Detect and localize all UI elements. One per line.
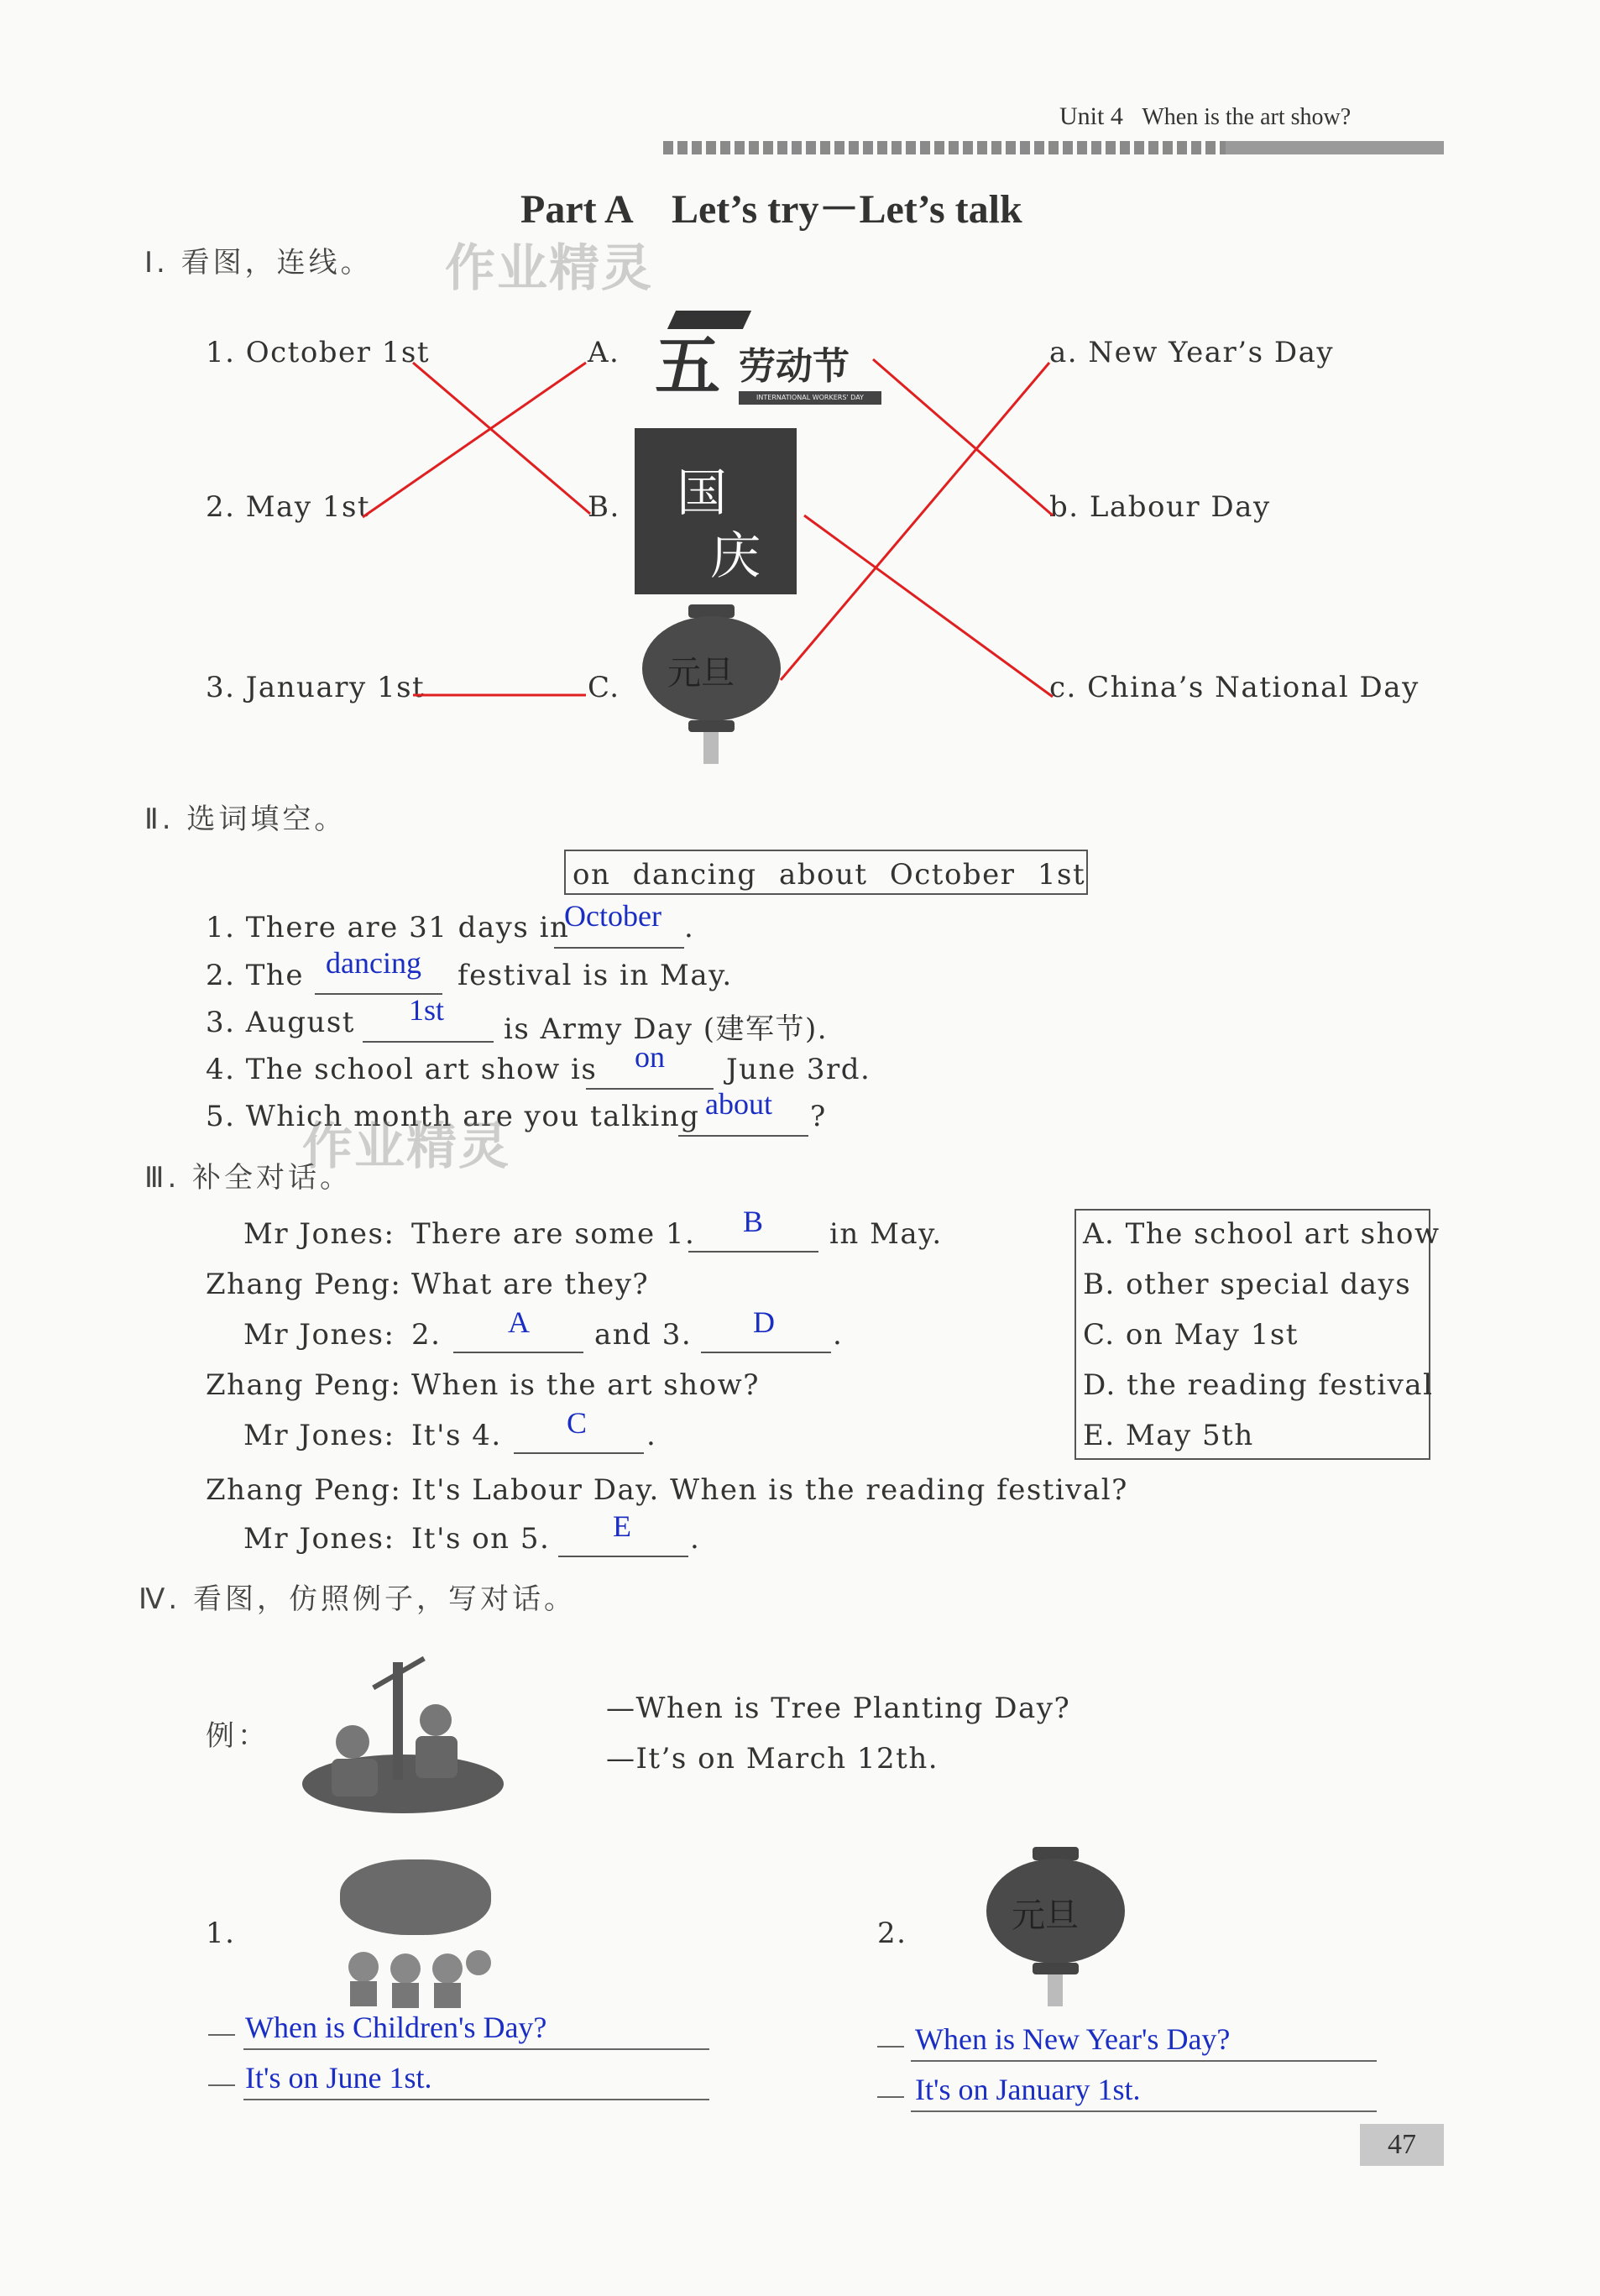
s2-item-1-answer: October <box>564 899 661 933</box>
unit-title: When is the art show? <box>1142 104 1352 130</box>
s2-item-4-answer: on <box>635 1040 665 1074</box>
watermark-2: 作业精灵 <box>302 1117 510 1176</box>
s2-item-5-pre: 5. Which month are you talking <box>206 1100 700 1133</box>
s3-speaker-7: Mr Jones: <box>243 1522 395 1556</box>
s3-line-7-pre: It's on 5. <box>411 1522 551 1556</box>
word-bank-box <box>564 850 1088 895</box>
option-c: C. on May 1st <box>1083 1318 1299 1352</box>
lantern-text: 元旦 <box>667 654 735 693</box>
s3-speaker-5: Mr Jones: <box>243 1419 395 1452</box>
s2-item-5-post: ? <box>810 1100 827 1133</box>
s3-speaker-4: Zhang Peng: <box>206 1368 402 1402</box>
s2-item-4-post: June 3rd. <box>726 1053 871 1086</box>
q1-question-line[interactable] <box>243 2048 709 2050</box>
s3-answer-4: C <box>567 1406 588 1440</box>
example-label: 例： <box>206 1719 269 1753</box>
s3-line-3-pre: 2. <box>411 1318 442 1352</box>
match-line-1b <box>413 363 590 514</box>
s2-item-3-answer: 1st <box>409 993 445 1027</box>
example-question: —When is Tree Planting Day? <box>606 1692 1071 1725</box>
s1-mid-c: C. <box>588 671 620 704</box>
q2-dash-2 <box>877 2096 904 2098</box>
s1-mid-a: A. <box>588 336 620 369</box>
match-line-ca <box>781 363 1049 680</box>
q2-answer-line[interactable] <box>911 2110 1377 2112</box>
section-3-heading: Ⅲ. 补全对话。 <box>144 1161 353 1195</box>
word-bank: on dancing about October 1st <box>573 858 1086 892</box>
national-day-char-1: 国 <box>677 464 727 523</box>
option-b: B. other special days <box>1083 1268 1412 1301</box>
q2-question-answer: When is New Year's Day? <box>915 2022 1231 2056</box>
unit-number: Unit 4 <box>1059 102 1123 130</box>
s2-item-3-pre: 3. August <box>206 1006 355 1039</box>
labour-day-subtitle: INTERNATIONAL WORKERS' DAY <box>739 391 881 405</box>
s1-right-a: a. New Year’s Day <box>1049 336 1335 369</box>
s2-item-2-pre: 2. The <box>206 959 304 992</box>
new-year-lantern-picture <box>982 1847 1129 2006</box>
q1-number: 1. <box>206 1917 236 1950</box>
s3-line-5-post: . <box>646 1419 657 1452</box>
s3-speaker-1: Mr Jones: <box>243 1217 395 1251</box>
q2-answer-answer: It's on January 1st. <box>915 2073 1141 2106</box>
section-1-heading: Ⅰ. 看图，连线。 <box>144 246 373 280</box>
section-2-heading: Ⅱ. 选词填空。 <box>144 803 347 836</box>
s2-item-4-pre: 4. The school art show is <box>206 1053 598 1086</box>
q2-number: 2. <box>877 1917 907 1950</box>
s3-line-1-pre: There are some 1. <box>411 1217 696 1251</box>
s3-line-1-post: in May. <box>829 1217 943 1251</box>
s2-item-5-answer: about <box>705 1087 772 1121</box>
page-number: 47 <box>1360 2124 1444 2166</box>
q1-question-answer: When is Children's Day? <box>245 2011 547 2044</box>
s3-line-6: It's Labour Day. When is the reading festival? <box>411 1473 1128 1507</box>
s1-right-b: b. Labour Day <box>1049 490 1271 524</box>
q1-answer-answer: It's on June 1st. <box>245 2061 432 2095</box>
s3-line-7-post: . <box>690 1522 701 1556</box>
option-e: E. May 5th <box>1083 1419 1254 1452</box>
s2-item-2-post: festival is in May. <box>458 959 733 992</box>
s3-answer-3: D <box>753 1305 775 1339</box>
tree-planting-picture <box>302 1654 504 1822</box>
option-d: D. the reading festival <box>1083 1368 1434 1402</box>
match-line-2a <box>363 363 586 517</box>
s3-answer-5: E <box>613 1509 631 1543</box>
match-line-bc <box>804 515 1053 697</box>
watermark: 作业精灵 <box>445 239 653 298</box>
national-day-char-2: 庆 <box>710 527 761 586</box>
q2-dash-1 <box>877 2046 904 2048</box>
page-title: Part A Let’s try－Let’s talk <box>520 187 1022 232</box>
options-box <box>1075 1209 1441 1460</box>
q1-answer-line[interactable] <box>243 2099 709 2100</box>
s3-line-3-post: . <box>833 1318 844 1352</box>
s3-line-3-mid: and 3. <box>594 1318 693 1352</box>
option-a: A. The school art show <box>1083 1217 1441 1251</box>
q1-dash-1 <box>208 2034 235 2036</box>
childrens-day-picture <box>332 1859 499 2011</box>
q1-dash-2 <box>208 2084 235 2086</box>
s3-line-5-pre: It's 4. <box>411 1419 502 1452</box>
s2-item-3-post: is Army Day (建军节). <box>504 1012 829 1046</box>
s1-mid-b: B. <box>588 490 620 524</box>
s1-right-c: c. China’s National Day <box>1049 671 1420 704</box>
labour-day-big-char: 五 <box>655 329 721 405</box>
s3-speaker-3: Mr Jones: <box>243 1318 395 1352</box>
s3-answer-2: A <box>508 1305 530 1339</box>
s1-left-2: 2. May 1st <box>206 490 371 524</box>
q2-question-line[interactable] <box>911 2060 1377 2062</box>
s3-line-2: What are they? <box>411 1268 650 1301</box>
s2-item-1-post: . <box>684 911 695 944</box>
example-answer: —It’s on March 12th. <box>606 1742 939 1776</box>
s2-item-2-answer: dancing <box>326 946 421 980</box>
s3-speaker-6: Zhang Peng: <box>206 1473 402 1507</box>
new-year-lantern-text: 元旦 <box>1012 1896 1079 1935</box>
section-4-heading: Ⅳ. 看图，仿照例子，写对话。 <box>139 1582 576 1616</box>
match-line-ab <box>873 359 1053 515</box>
s3-answer-1: B <box>743 1205 764 1238</box>
s1-left-3: 3. January 1st <box>206 671 426 704</box>
s3-speaker-2: Zhang Peng: <box>206 1268 402 1301</box>
s2-item-1-pre: 1. There are 31 days in <box>206 911 570 944</box>
labour-day-text: 劳动节 <box>739 345 850 388</box>
s3-line-4: When is the art show? <box>411 1368 760 1402</box>
s1-left-1: 1. October 1st <box>206 336 430 369</box>
